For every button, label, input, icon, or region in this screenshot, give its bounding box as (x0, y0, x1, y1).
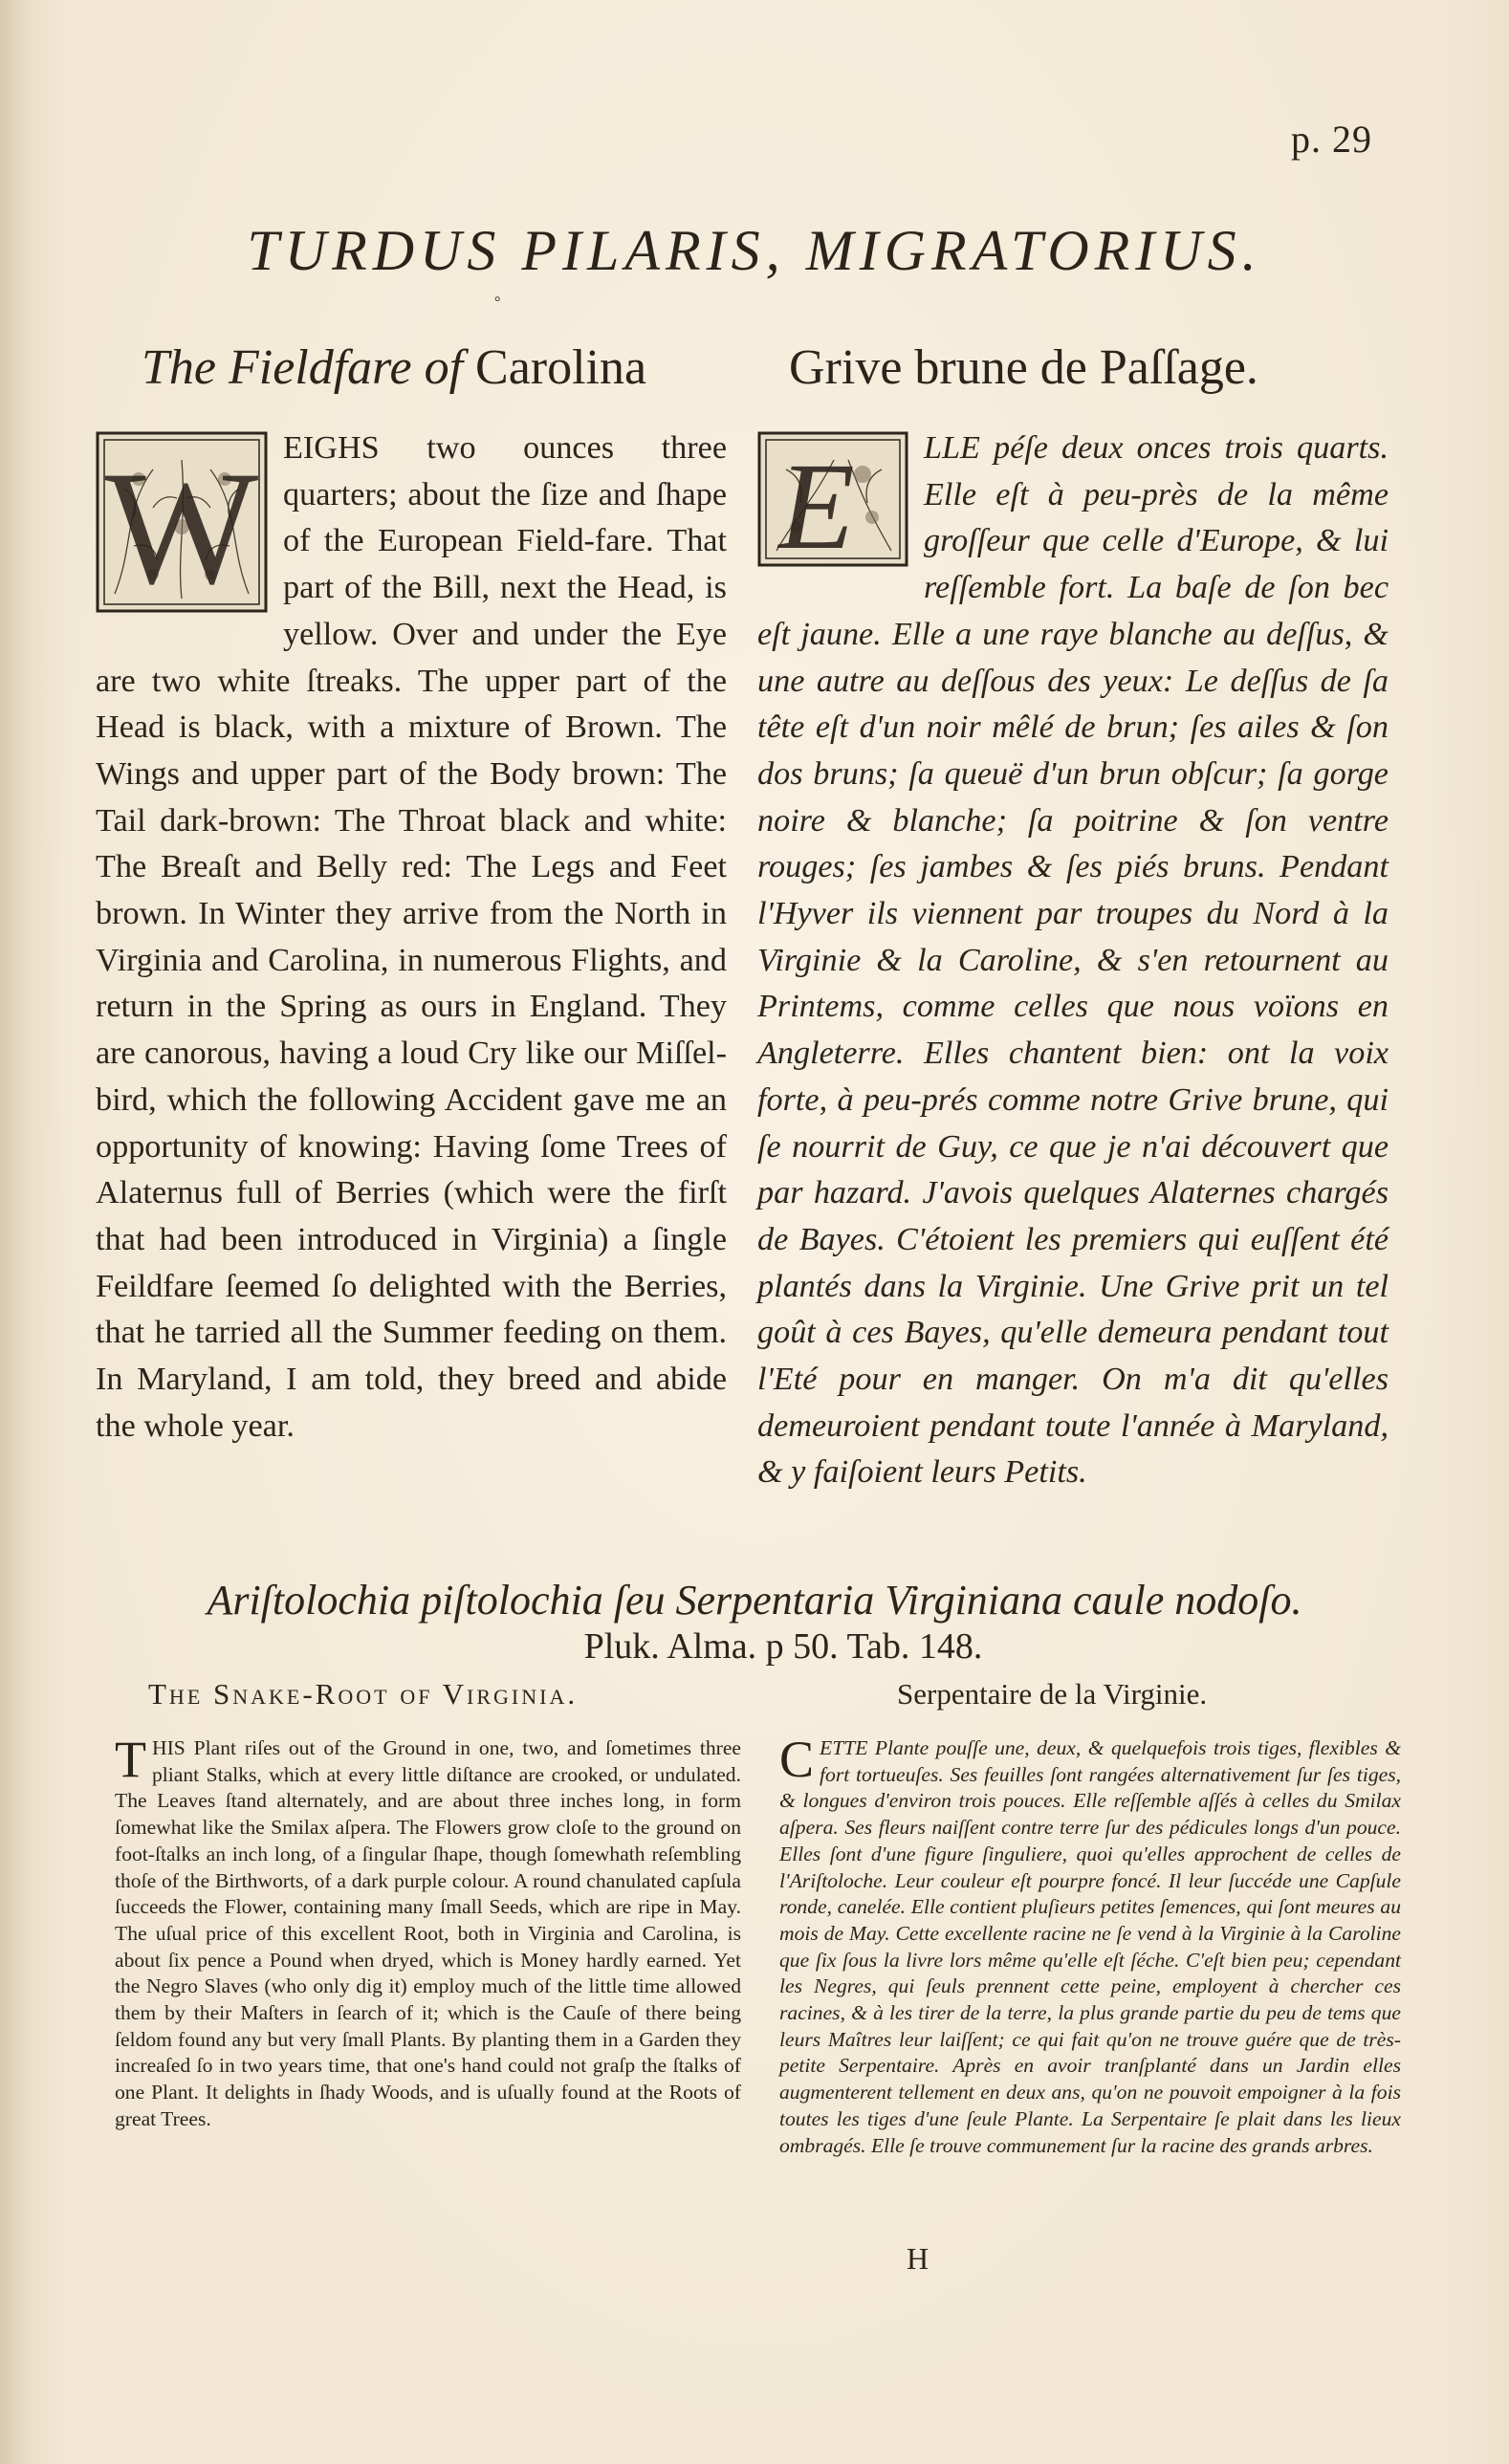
ornamental-dropcap-w (96, 431, 268, 613)
signature-mark: H (907, 2241, 929, 2276)
english-heading-italic: The Fieldfare of (142, 340, 464, 395)
french-text-column (757, 425, 1389, 1496)
english-body: EIGHS two ounces three quarters; about the ſize and ſhape of the European Field-fare. That part of the Bill, next the Head, is yellow. Over and under the Eye are two white ſtreaks. The upper part of the Head is black, with a mixture of Brown. The Wings and upper part of the Body brown: The Tail dark-brown: The Throat black and white: The Breaſt and Belly red: The Legs and Feet brown. In Winter they arrive from the North in Virginia and Carolina, in numerous Flights, and return in the Spring as ours in England. They are canorous, having a loud Cry like our Miſſel-bird, which the following Accident gave me an opportunity of knowing: Having ſome Trees of Alaternus full of Berries (which were the firſt that had been introduced in Virginia) a ſingle Feildfare ſeemed ſo delighted with the Berries, that he tarried all the Summer feeding on them. In Maryland, I am told, they breed and abide the whole year. (96, 430, 727, 1444)
ornamental-dropcap-e (757, 431, 908, 567)
svg-text:E: E (778, 438, 855, 567)
printer-mark: ° (494, 294, 501, 311)
french-heading: Grive brune de Paſſage. (789, 340, 1258, 395)
plant-english-text (115, 1731, 741, 2133)
page-number: p. 29 (1291, 118, 1372, 161)
plant-reference: Pluk. Alma. p 50. Tab. 148. (583, 1626, 983, 1667)
french-body: LLE péſe deux onces trois quarts. Elle eſt à peu-près de la même groſſeur que celle d'Europe, & lui reſſemble fort. La baſe de ſon bec eſt jaune. Elle a une raye blanche au deſſus, & une autre au deſſous des yeux: Le deſſus de ſa tête eſt d'un noir mêlé de brun; ſes ailes & ſon dos bruns; ſa queuë d'un brun obſcur; ſa gorge noire & blanche; ſa poitrine & ſon ventre rouges; ſes jambes & ſes piés bruns. Pendant l'Hyver ils viennent par troupes du Nord à la Virginie & la Caroline, & s'en retournent au Printems, comme celles que nous voïons en Angleterre. Elles chantent bien: ont la voix forte, à peu-prés comme notre Grive brune, qui ſe nourrit de Guy, ce que je n'ai découvert que par hazard. J'avois quelques Alaternes chargés de Bayes. C'étoient les premiers qui euſſent été plantés dans la Virginie. Une Grive prit un tel goût à ces Bayes, qu'elle demeura pendant tout l'Eté pour en manger. On m'a dit qu'elles demeuroient pendant toute l'année à Maryland, & y faiſoient leurs Petits. (757, 430, 1389, 1491)
plant-french-text (779, 1731, 1401, 2159)
plant-french-body: ETTE Plante pouſſe une, deux, & quelquefois trois tiges, flexibles & fort tortueuſes. Ses feuilles ſont rangées alternativement ſur ſes tiges, & longues d'environ trois pouces. Elle reſſemble aſſés à celles du Smilax aſpera. Ses fleurs naiſſent contre terre ſur des pédicules longs d'un pouce. Elles ſont d'une figure ſinguliere, quoi qu'elles approchent de celles de l'Ariſtoloche. Leur couleur eſt pourpre foncé. Il leur ſuccéde une Capſule ronde, canelée. Elle contient pluſieurs petites ſemences, qui ſont meures au mois de May. Cette excellente racine ne ſe vend à la Virginie à la Caroline que ſix ſous la livre lors même qu'elle eſt ſéche. C'eſt bien peu; cependant les Negres, qui ſeuls prennent cette peine, employent à chercher ces racines, & à les tirer de la terre, la plus grande partie du peu de tems que leurs Maîtres leur laiſſent; ce qui fait qu'on ne trouve guére que de très-petite Serpentaire. Après en avoir tranſplanté dans un Jardin elles augmenterent tellement en deux ans, qu'on ne pouvoit empoigner à la fois toutes les tiges d'une ſeule Plante. La Serpentaire ſe plait dans les lieux ombragés. Elle ſe trouve communement ſur la racine des grands arbres. (779, 1736, 1401, 2157)
plant-english-body: HIS Plant riſes out of the Ground in one, two, and ſometimes three pliant Stalks, which at every little diſtance are crooked, or undulated. The Leaves ſtand alternately, and are about three inches long, in form ſomewhat like the Smilax aſpera. The Flowers grow cloſe to the ground on foot-ſtalks an inch long, of a ſingular ſhape, though ſomewhath reſembling thoſe of the Birthworts, of a dark purple colour. A round chanulated capſula ſucceeds the Flower, containing many ſmall Seeds, which are ripe in May. The uſual price of this excellent Root, both in Virginia and Carolina, is about ſix pence a Pound when dryed, which is Money hardly earned. Yet the Negro Slaves (who only dig it) employ much of the little time allowed them by their Maſters in ſearch of it; which is the Cauſe of there being ſeldom found any but very ſmall Plants. By planting them in a Garden they increaſed ſo in two years time, that one's hand could not graſp the ſtalks of one Plant. It delights in ſhady Woods, and is uſually found at the Roots of great Trees. (115, 1736, 741, 2130)
plant-latin-name: Ariſtolochia piſtolochia ſeu Serpentaria Virginiana caule nodoſo. (207, 1577, 1302, 1624)
plant-english-heading: The Snake-Root of Virginia. (148, 1677, 579, 1711)
english-heading-roman: Carolina (475, 340, 647, 395)
dropcap-border-icon (757, 431, 908, 567)
page-title: TURDUS PILARIS, MIGRATORIUS. (247, 219, 1262, 282)
plant-french-heading: Serpentaire de la Virginie. (897, 1677, 1208, 1711)
plant-french-initial: C (779, 1731, 815, 1788)
dropcap-border-icon (96, 431, 268, 613)
english-text-column (96, 425, 727, 1450)
plant-english-initial: T (115, 1731, 146, 1788)
svg-text:W: W (104, 438, 259, 613)
english-heading (142, 339, 646, 396)
